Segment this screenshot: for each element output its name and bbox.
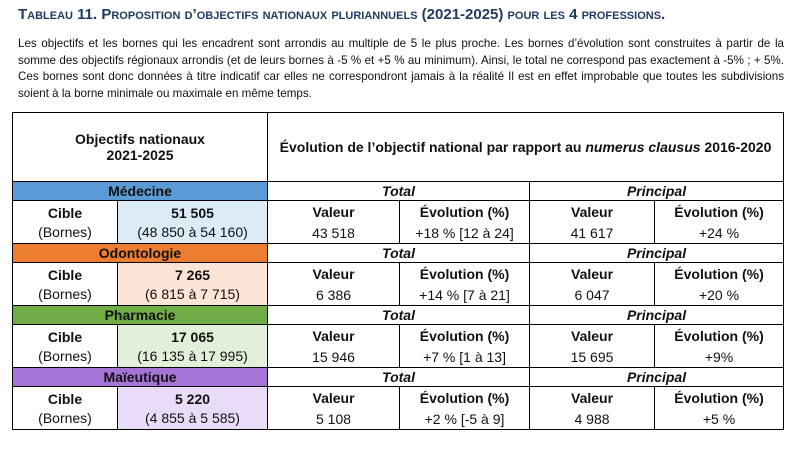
group-principal-label: Principal	[530, 306, 784, 325]
cible-label: Cible	[47, 204, 83, 221]
bornes-label: (Bornes)	[38, 285, 92, 302]
header-evolution-italic: numerus clausus	[585, 139, 701, 155]
profession-section-row	[13, 182, 784, 201]
evolution-header: Évolution (%)	[419, 265, 510, 282]
principal-evolution-cell	[655, 263, 784, 306]
principal-valeur: 4 988	[574, 410, 610, 427]
group-principal-label: Principal	[530, 182, 784, 201]
group-total-label: Total	[268, 244, 530, 263]
principal-valeur-cell	[530, 387, 655, 430]
bornes-label: (Bornes)	[38, 223, 92, 240]
principal-evolution: +20 %	[698, 286, 740, 303]
bornes-value: (16 135 à 17 995)	[137, 347, 248, 364]
group-total-label: Total	[268, 182, 530, 201]
cible-label-cell	[13, 201, 118, 244]
header-objectives	[13, 113, 268, 182]
total-evolution-cell	[400, 387, 530, 430]
profession-values-row	[13, 263, 784, 306]
valeur-header: Valeur	[571, 389, 614, 406]
cible-label-cell	[13, 263, 118, 306]
valeur-header: Valeur	[571, 265, 614, 282]
profession-values-row	[13, 325, 784, 368]
profession-section-row	[13, 368, 784, 387]
profession-section-row	[13, 306, 784, 325]
total-evolution: +2 % [-5 à 9]	[424, 410, 505, 427]
total-valeur-cell	[268, 387, 400, 430]
evolution-header: Évolution (%)	[674, 389, 764, 406]
profession-values-row	[13, 387, 784, 430]
bornes-value: (6 815 à 7 715)	[145, 285, 240, 302]
cible-label: Cible	[47, 266, 83, 283]
cible-value: 17 065	[171, 328, 214, 345]
total-valeur-cell	[268, 325, 400, 368]
total-evolution: +7 % [1 à 13]	[423, 348, 506, 365]
bornes-label: (Bornes)	[38, 409, 92, 426]
valeur-header: Valeur	[312, 389, 355, 406]
group-total-label: Total	[268, 306, 530, 325]
cible-label: Cible	[47, 328, 83, 345]
valeur-header: Valeur	[312, 203, 355, 220]
header-evolution-text2: 2016-2020	[700, 139, 772, 155]
principal-evolution: +5 %	[702, 410, 736, 427]
principal-valeur: 15 695	[570, 348, 614, 365]
evolution-header: Évolution (%)	[419, 327, 510, 344]
profession-name: Maïeutique	[13, 368, 268, 387]
evolution-header: Évolution (%)	[674, 327, 764, 344]
objectives-table	[12, 112, 784, 430]
cible-label: Cible	[47, 390, 83, 407]
evolution-header: Évolution (%)	[674, 265, 764, 282]
profession-section-row	[13, 244, 784, 263]
valeur-header: Valeur	[312, 265, 355, 282]
group-principal-label: Principal	[530, 244, 784, 263]
principal-valeur: 41 617	[570, 224, 614, 241]
bornes-label: (Bornes)	[38, 347, 92, 364]
bornes-value: (4 855 à 5 585)	[145, 409, 240, 426]
group-principal-label: Principal	[530, 368, 784, 387]
cible-value-cell	[118, 263, 268, 306]
valeur-header: Valeur	[312, 327, 355, 344]
group-total-label: Total	[268, 368, 530, 387]
header-evolution	[268, 113, 784, 182]
total-valeur-cell	[268, 263, 400, 306]
total-evolution-cell	[400, 263, 530, 306]
header-evolution-text1: Évolution de l’objectif national par rapport au	[279, 139, 586, 155]
table-caption: Tableau 11. Proposition d’objectifs nationaux pluriannuels (2021-2025) pour les 4 professions.	[18, 6, 666, 23]
header-objectives-line2: 2021-2025	[106, 147, 174, 163]
bornes-value: (48 850 à 54 160)	[137, 223, 248, 240]
cible-value: 5 220	[174, 390, 211, 407]
cible-value: 7 265	[174, 266, 211, 283]
total-valeur: 6 386	[315, 286, 352, 303]
principal-valeur-cell	[530, 263, 655, 306]
principal-valeur: 6 047	[574, 286, 610, 303]
principal-valeur-cell	[530, 325, 655, 368]
cible-label-cell	[13, 387, 118, 430]
profession-values-row	[13, 201, 784, 244]
total-evolution-cell	[400, 325, 530, 368]
profession-name: Médecine	[13, 182, 268, 201]
total-valeur: 15 946	[312, 348, 355, 365]
total-valeur-cell	[268, 201, 400, 244]
total-evolution: +14 % [7 à 21]	[419, 286, 510, 303]
principal-valeur-cell	[530, 201, 655, 244]
header-row	[13, 113, 784, 182]
cible-value-cell	[118, 387, 268, 430]
principal-evolution: +9%	[704, 348, 734, 365]
header-objectives-line1: Objectifs nationaux	[75, 131, 205, 147]
intro-paragraph: Les objectifs et les bornes qui les encadrent sont arrondis au multiple de 5 le plus proche. Les bornes d’évolution sont construites à partir de la somme des objectifs régionaux arrondis (et de leurs bornes à -5 % et +5 % au minimum). Ainsi, le total ne correspond pas exactement à -5% ; + 5%. Ces bornes sont donc données à titre indicatif car elles ne correspondront jamais à la réalité Il est en effet improbable que toutes les subdivisions soient à la borne minimale ou maximale en même temps.	[18, 37, 784, 100]
evolution-header: Évolution (%)	[419, 203, 510, 220]
total-valeur: 43 518	[312, 224, 355, 241]
profession-name: Odontologie	[13, 244, 268, 263]
cible-value-cell	[118, 201, 268, 244]
cible-value: 51 505	[171, 204, 214, 221]
valeur-header: Valeur	[571, 203, 614, 220]
cible-label-cell	[13, 325, 118, 368]
principal-evolution-cell	[655, 387, 784, 430]
total-evolution-cell	[400, 201, 530, 244]
profession-name: Pharmacie	[13, 306, 268, 325]
evolution-header: Évolution (%)	[419, 389, 510, 406]
total-valeur: 5 108	[315, 410, 352, 427]
principal-evolution-cell	[655, 201, 784, 244]
total-evolution: +18 % [12 à 24]	[415, 224, 514, 241]
evolution-header: Évolution (%)	[674, 203, 764, 220]
principal-evolution: +24 %	[698, 224, 740, 241]
valeur-header: Valeur	[571, 327, 614, 344]
principal-evolution-cell	[655, 325, 784, 368]
cible-value-cell	[118, 325, 268, 368]
